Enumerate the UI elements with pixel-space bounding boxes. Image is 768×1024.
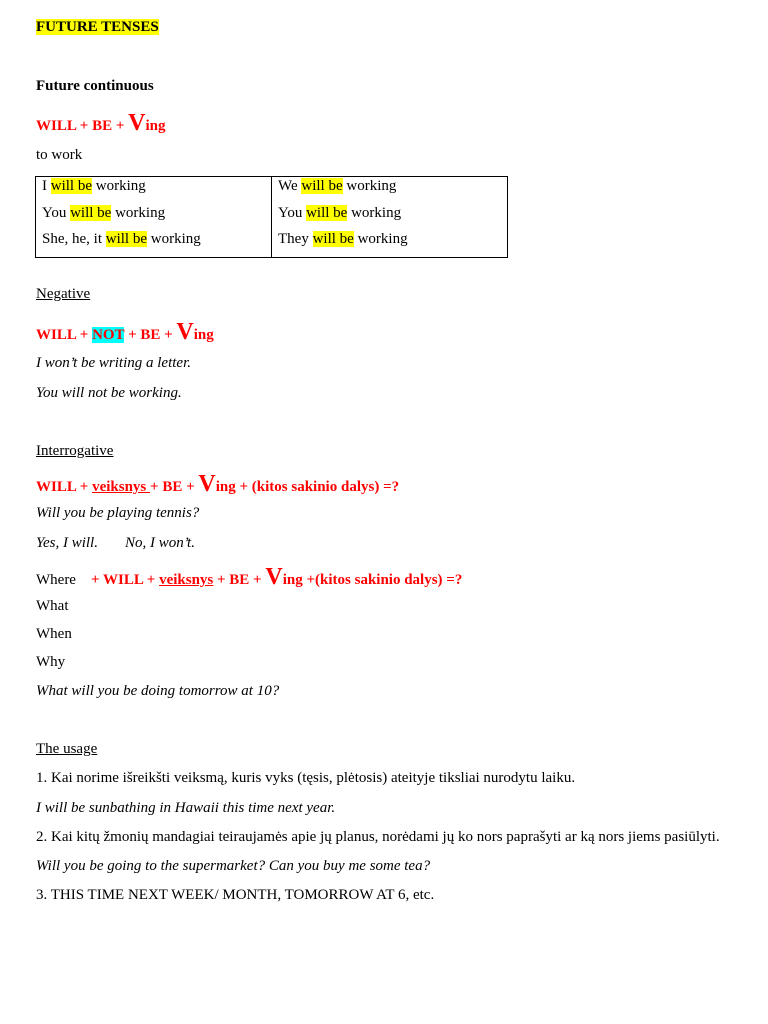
formula-will: WILL bbox=[36, 118, 77, 134]
usage-example: I will be sunbathing in Hawaii this time next year. bbox=[36, 800, 336, 816]
conjugation-plural-column bbox=[272, 177, 508, 258]
formula-be: BE bbox=[92, 118, 113, 134]
formula-v: V bbox=[128, 110, 146, 136]
wh-word: When bbox=[36, 626, 72, 642]
wh-word: What bbox=[36, 598, 69, 614]
answer-no: No, I won’t. bbox=[124, 535, 195, 551]
formula-affirmative: WILL + BE + Ving bbox=[36, 110, 166, 136]
conjugation-row: You will be working bbox=[278, 204, 402, 221]
section-heading-continuous: Future continuous bbox=[36, 78, 154, 94]
short-answers bbox=[36, 534, 195, 552]
section-heading-negative: Negative bbox=[36, 286, 91, 302]
interrogative-example: Will you be playing tennis? bbox=[36, 505, 200, 521]
wh-example: What will you be doing tomorrow at 10? bbox=[36, 683, 280, 699]
conjugation-row: They will be working bbox=[278, 231, 408, 247]
formula-not: NOT bbox=[92, 327, 125, 343]
usage-example: Will you be going to the supermarket? Can you buy me some tea? bbox=[36, 858, 431, 874]
usage-rule: 1. Kai norime išreikšti veiksmą, kuris vyks (tęsis, plėtosis) ateityje tiksliai nurodytu laiku. bbox=[36, 770, 576, 786]
formula-interrogative: WILL + veiksnys + BE + Ving + (kitos sakinio dalys) =? bbox=[36, 471, 400, 497]
conjugation-row: You will be working bbox=[42, 204, 166, 221]
negative-example: I won’t be writing a letter. bbox=[36, 355, 191, 371]
section-heading-interrogative: Interrogative bbox=[36, 443, 114, 459]
wh-word: Why bbox=[36, 654, 66, 670]
conjugation-table bbox=[35, 176, 508, 258]
section-heading-usage: The usage bbox=[36, 741, 98, 757]
conjugation-row: We will be working bbox=[278, 178, 397, 194]
conjugation-singular-column bbox=[36, 177, 272, 258]
answer-yes: Yes, I will. bbox=[36, 535, 98, 551]
negative-example: You will not be working. bbox=[36, 385, 182, 401]
conjugation-row: She, he, it will be working bbox=[42, 231, 201, 247]
formula-wh-question: Where + WILL + veiksnys + BE + Ving +(kitos sakinio dalys) =? bbox=[36, 564, 463, 590]
wh-word: Where bbox=[36, 572, 76, 588]
usage-rule: 2. Kai kitų žmonių mandagiai teiraujamės apie jų planus, norėdami jų ko nors paprašyti ar ką nors jiems pasiūlyti. bbox=[36, 829, 720, 845]
document-title: FUTURE TENSES bbox=[36, 19, 159, 35]
formula-subject: veiksnys bbox=[92, 479, 151, 495]
formula-ing: ing bbox=[145, 118, 166, 134]
usage-rule: 3. THIS TIME NEXT WEEK/ MONTH, TOMORROW AT 6, etc. bbox=[36, 887, 435, 903]
example-verb: to work bbox=[36, 147, 83, 163]
conjugation-row: I will be working bbox=[42, 178, 146, 194]
formula-negative: WILL + NOT + BE + Ving bbox=[36, 319, 214, 345]
